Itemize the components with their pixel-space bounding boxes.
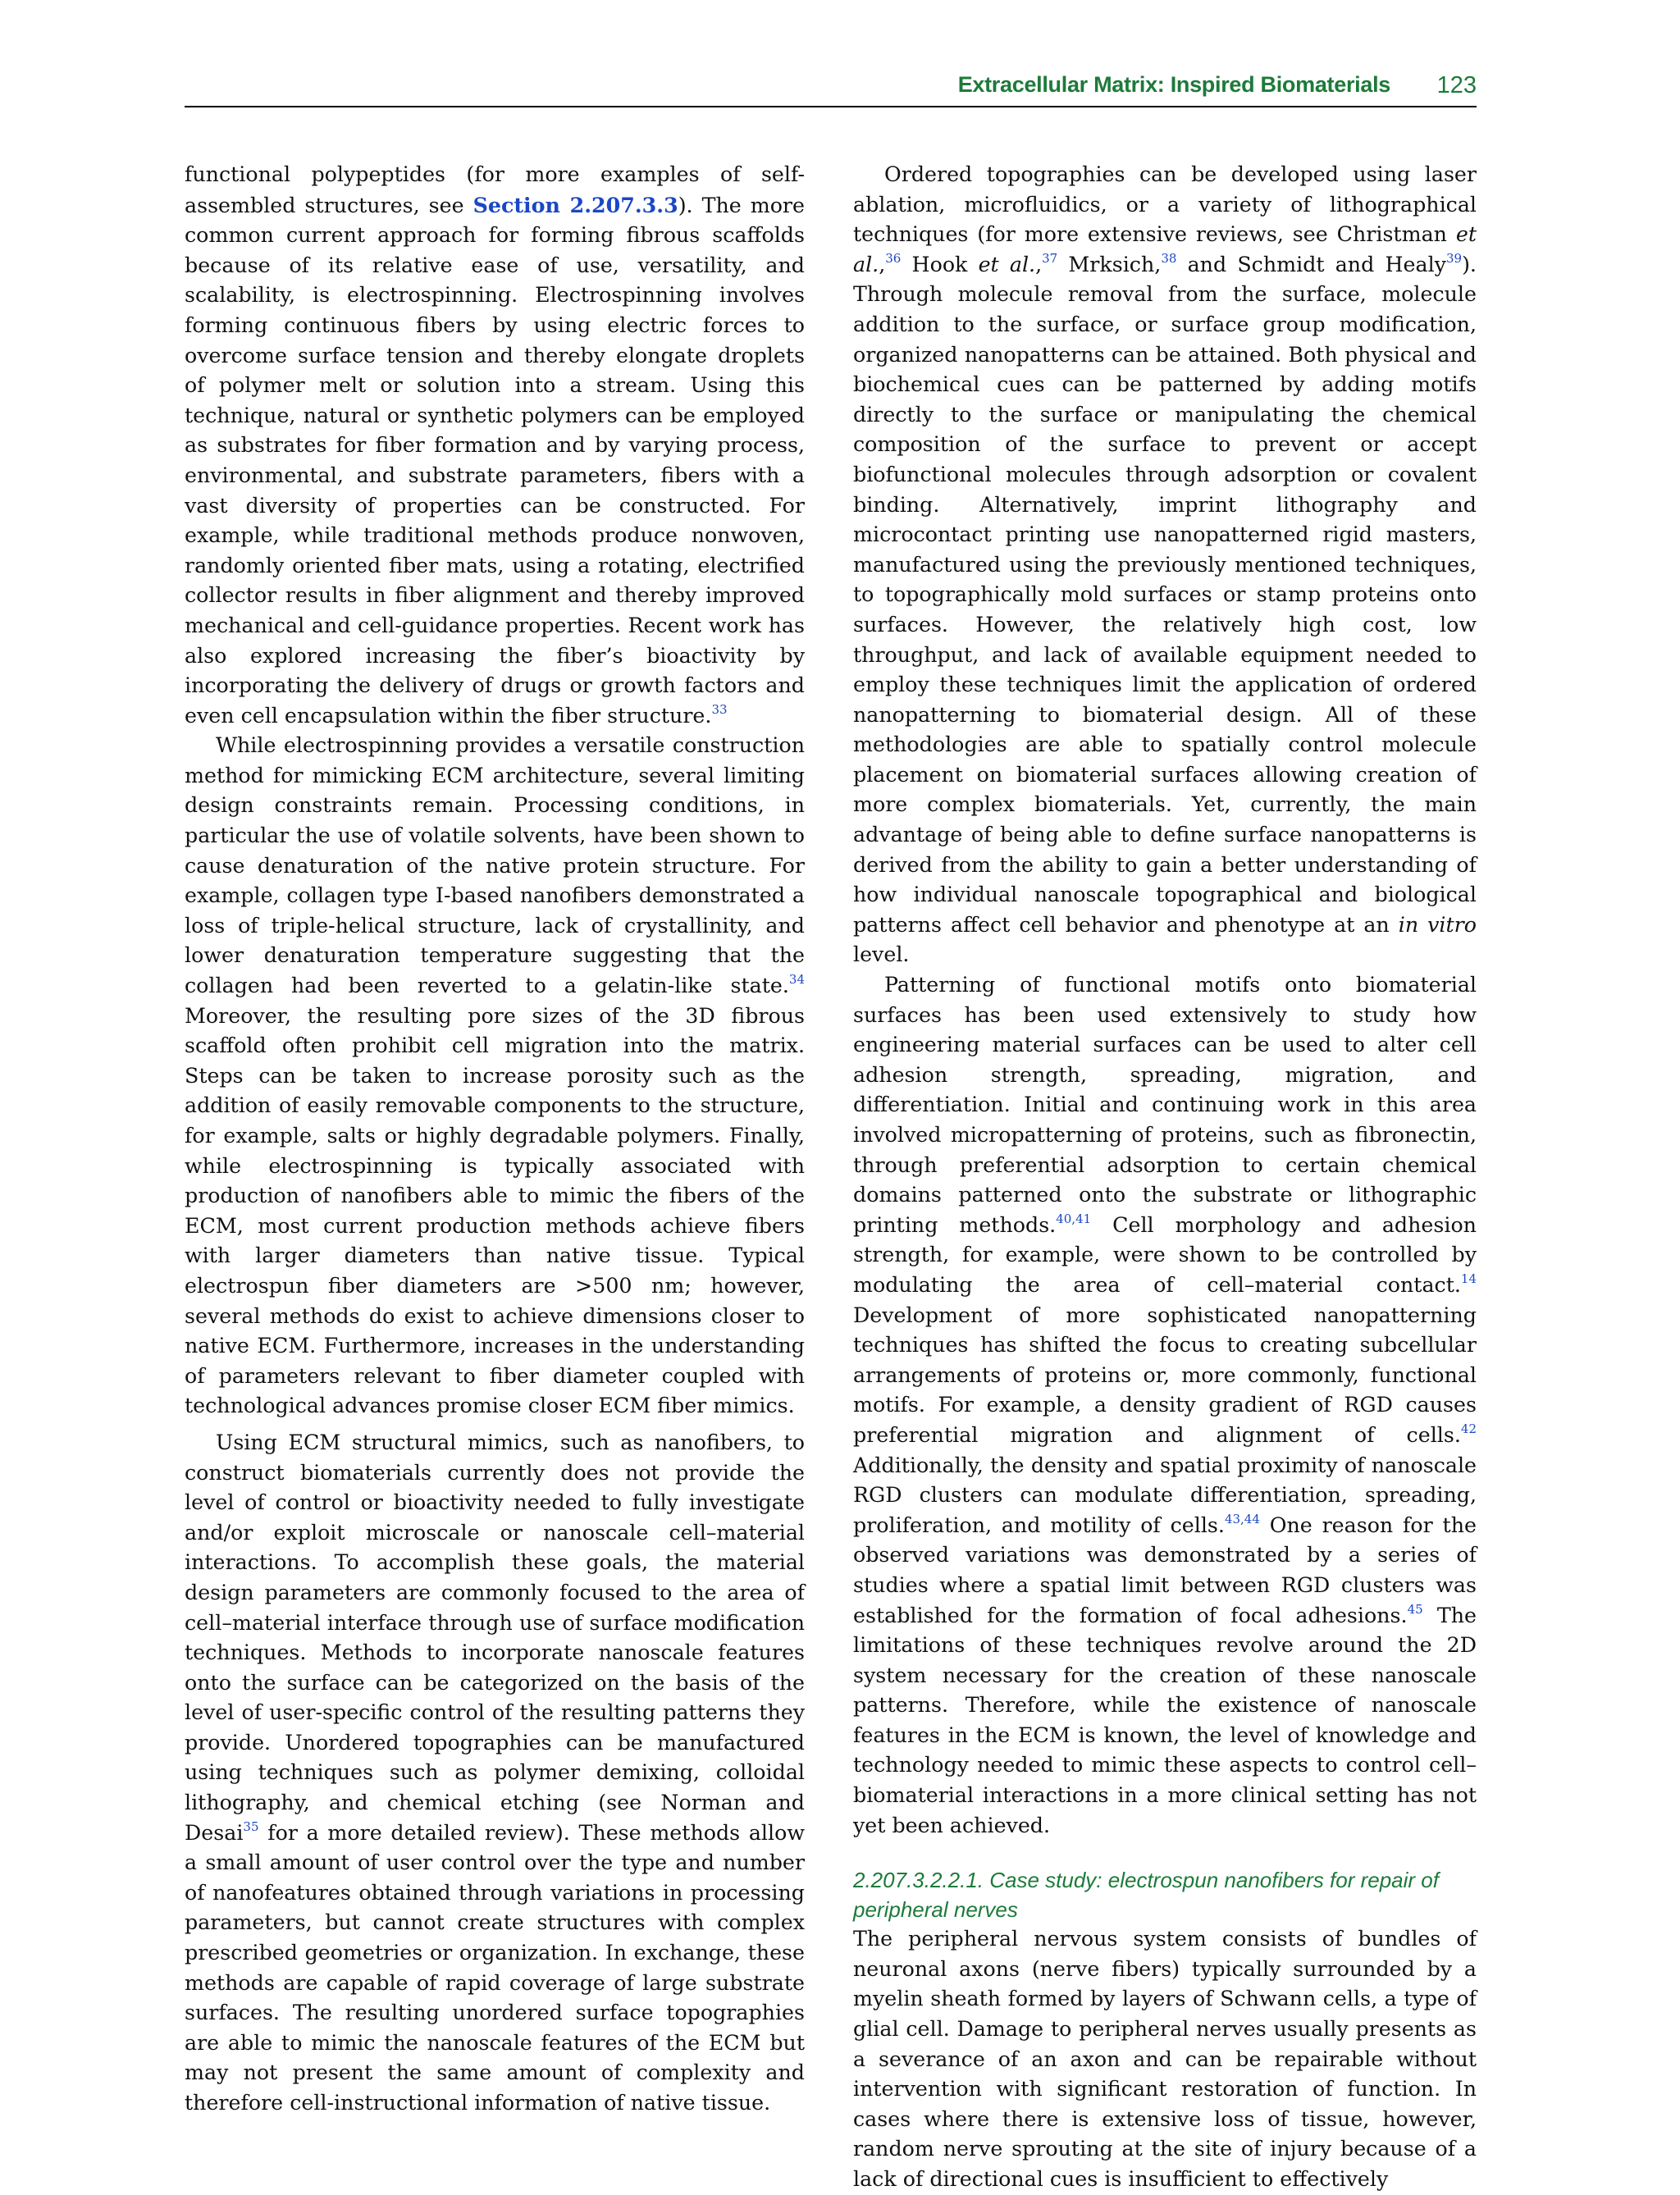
paragraph: functional polypeptides (for more examples of self-assembled structures, see Section 2.207.3.3). The more common current approach for forming fibrous scaffolds because of its relative ease of use, versatility, and scalability, is electrospinning. Electrospinning involves forming continuous fibers by using electric forces to overcome surface tension and thereby elongate droplets of polymer melt or solution into a stream. Using this technique, natural or synthetic polymers can be employed as substrates for fiber formation and by varying process, environmental, and substrate parameters, fibers with a vast diversity of properties can be constructed. For example, while traditional methods produce nonwoven, randomly oriented fiber mats, using a rotating, electrified collector results in fiber alignment and thereby improved mechanical and cell-guidance properties. Recent work has also explored increasing the fiber’s bioactivity by incorporating the delivery of drugs or growth factors and even cell encapsulation within the fiber structure.$^{33}$ <box>185 162 805 728</box>
citation-link[interactable]: 40,41 <box>1056 1211 1092 1226</box>
right-column <box>853 160 1477 2195</box>
header-rule <box>185 106 1477 107</box>
paragraph: While electrospinning provides a versatile construction method for mimicking ECM architecture, several limiting design constraints remain. Processing conditions, in particular the use of volatile solvents, have been shown to cause denaturation of the native protein structure. For example, collagen type I-based nanofibers demonstrated a loss of triple-helical structure, lack of crystallinity, and lower denaturation temperature suggesting that the collagen had been reverted to a gelatin-like state.$^{34}$ Moreover, the resulting pore sizes of the 3D fibrous scaffold often prohibit cell migration into the matrix. Steps can be taken to increase porosity such as the addition of easily removable components to the structure, for example, salts or highly degradable polymers. Finally, while electrospinning is typically associated with production of nanofibers able to mimic the fibers of the ECM, most current production methods achieve fibers with larger diameters than native tissue. Typical electrospun fiber diameters are >500 nm; however, several methods do exist to achieve dimensions closer to native ECM. Furthermore, increases in the understanding of parameters relevant to fiber diameter coupled with technological advances promise closer ECM fiber mimics. <box>185 733 805 1418</box>
citation-link[interactable]: 45 <box>1407 1601 1423 1617</box>
paragraph: The peripheral nervous system consists of bundles of neuronal axons (nerve fibers) typically surrounded by a myelin sheath formed by layers of Schwann cells, a type of glial cell. Damage to peripheral nerves usually presents as a severance of an axon and can be repairable without intervention with significant restoration of function. In cases where there is extensive loss of tissue, however, random nerve sprouting at the site of injury because of a lack of directional cues is insufficient to effectively <box>853 1927 1477 2191</box>
citation-link[interactable]: 37 <box>1042 250 1058 266</box>
citation-link[interactable]: 43,44 <box>1224 1511 1260 1526</box>
paragraph: Using ECM structural mimics, such as nanofibers, to construct biomaterials currently does not provide the level of control or bioactivity needed to fully investigate and/or exploit microscale or nanoscale cell–material interactions. To accomplish these goals, the material design parameters are commonly focused to the area of cell–material interface through use of surface modification techniques. Methods to incorporate nanoscale features onto the surface can be categorized on the basis of the level of user-specific control of the resulting patterns they provide. Unordered topographies can be manufactured using techniques such as polymer demixing, colloidal lithography, and chemical etching (see Norman and Desai$^{35}$ for a more detailed review). These methods allow a small amount of user control over the type and number of nanofeatures obtained through variations in processing parameters, but cannot create structures with complex prescribed geometries or organization. In exchange, these methods are capable of rapid coverage of large substrate surfaces. The resulting unordered surface topographies are able to mimic the nanoscale features of the ECM but may not present the same amount of complexity and therefore cell-instructional information of native tissue. <box>185 1430 805 2115</box>
page-number: 123 <box>1436 72 1477 98</box>
section-link[interactable]: Section 2.207.3.3 <box>472 192 678 217</box>
running-title: Extracellular Matrix: Inspired Biomaterials <box>957 72 1390 97</box>
paragraph: Ordered topographies can be developed using laser ablation, microfluidics, or a variety of lithographical techniques (for more extensive reviews, see Christman et al.,$^{36}$ Hook et al.,$^{37}$ Mrksich,$^{38}$ and Schmidt and Healy$^{39}$). Through molecule removal from the surface, molecule addition to the surface, or surface group modification, organized nanopatterns can be attained. Both physical and biochemical cues can be patterned by adding motifs directly to the surface or manipulating the chemical composition of the surface to prevent or accept biofunctional molecules through adsorption or covalent binding. Alternatively, imprint lithography and microcontact printing use nanopatterned rigid masters, manufactured using the previously mentioned techniques, to topographically mold surfaces or stamp proteins onto surfaces. However, the relatively high cost, low throughput, and lack of available equipment needed to employ these techniques limit the application of ordered nanopatterning to biomaterial design. All of these methodologies are able to spatially control molecule placement on biomaterial surfaces allowing creation of more complex biomaterials. Yet, currently, the main advantage of being able to define surface nanopatterns is derived from the ability to gain a better understanding of how individual nanoscale topographical and biological patterns affect cell behavior and phenotype at an in vitro level. <box>853 162 1477 967</box>
citation-link[interactable]: 14 <box>1460 1271 1477 1286</box>
left-column <box>185 160 805 2119</box>
citation-link[interactable]: 39 <box>1445 250 1463 266</box>
citation-link[interactable]: 33 <box>711 701 728 717</box>
citation-link[interactable]: 38 <box>1161 250 1177 266</box>
running-header <box>185 72 1477 109</box>
paragraph: Patterning of functional motifs onto biomaterial surfaces has been used extensively to study how engineering material surfaces can be used to alter cell adhesion strength, spreading, migration, and differentiation. Initial and continuing work in this area involved micropatterning of proteins, such as fibronectin, through preferential adsorption to certain chemical domains patterned onto the substrate or lithographic printing methods.$^{40,41}$ Cell morphology and adhesion strength, for example, were shown to be controlled by modulating the area of cell–material contact.$^{14}$ Development of more sophisticated nanopatterning techniques has shifted the focus to creating subcellular arrangements of proteins or, more commonly, functional motifs. For example, a density gradient of RGD causes preferential migration and alignment of cells.$^{42}$ Additionally, the density and spatial proximity of nanoscale RGD clusters can modulate differentiation, spreading, proliferation, and motility of cells.$^{43,44}$ One reason for the observed variations was demonstrated by a series of studies where a spatial limit between RGD clusters was established for the formation of focal adhesions.$^{45}$ The limitations of these techniques revolve around the 2D system necessary for the creation of these nanoscale patterns. Therefore, while the existence of nanoscale features in the ECM is known, the level of knowledge and technology needed to mimic these aspects to control cell–biomaterial interactions in a more clinical setting has not yet been achieved. <box>853 973 1477 1837</box>
citation-link[interactable]: 36 <box>885 250 902 266</box>
citation-link[interactable]: 35 <box>243 1819 259 1834</box>
citation-link[interactable]: 42 <box>1460 1421 1477 1436</box>
section-heading: 2.207.3.2.2.1. Case study: electrospun nanofibers for repair of peripheral nerves <box>853 1868 1439 1923</box>
citation-link[interactable]: 34 <box>788 972 805 988</box>
